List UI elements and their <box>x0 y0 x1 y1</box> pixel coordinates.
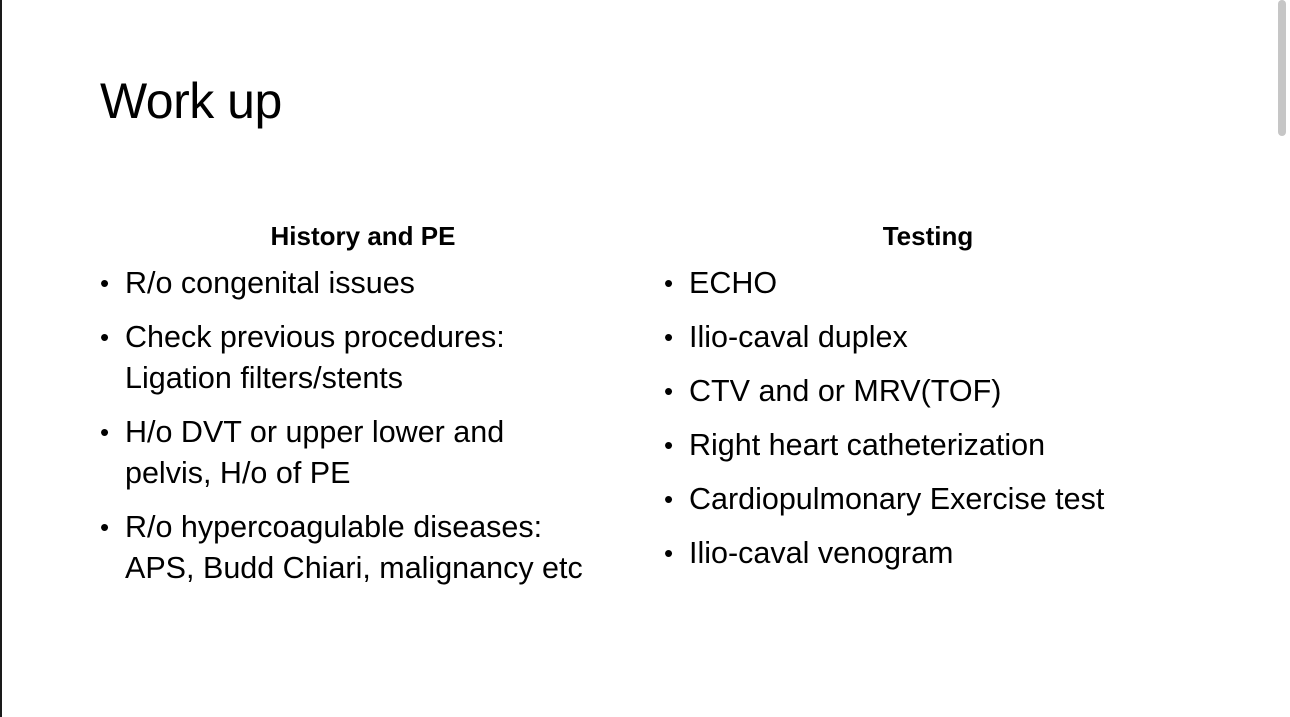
list-item-text: Cardiopulmonary Exercise test <box>689 482 1105 516</box>
bullet-icon: • <box>664 430 674 460</box>
list-item-text: CTV and or MRV(TOF) <box>689 374 1002 408</box>
list-item <box>100 507 640 589</box>
bullet-icon: • <box>100 512 110 542</box>
vertical-scrollbar[interactable] <box>1276 0 1290 717</box>
list-item <box>664 479 1184 520</box>
bullet-icon: • <box>100 417 110 447</box>
bullet-icon: • <box>100 322 110 352</box>
list-item <box>664 533 1184 574</box>
list-item-text: Ilio-caval venogram <box>689 536 954 570</box>
testing-heading: Testing <box>882 221 974 251</box>
testing-column <box>664 218 1184 574</box>
list-item <box>100 412 640 494</box>
list-item-text: pelvis, H/o of PE <box>125 456 351 490</box>
list-item <box>664 317 1184 358</box>
slide-title: Work up <box>100 73 282 129</box>
bullet-icon: • <box>664 322 674 352</box>
history-list <box>100 263 640 589</box>
list-item-text: R/o hypercoagulable diseases: <box>125 510 543 544</box>
list-item <box>100 263 640 304</box>
list-item <box>664 425 1184 466</box>
history-heading: History and PE <box>270 221 456 251</box>
bullet-icon: • <box>664 538 674 568</box>
list-item-text: R/o congenital issues <box>125 266 415 300</box>
bullet-icon: • <box>664 376 674 406</box>
bullet-icon: • <box>664 268 674 298</box>
testing-list <box>664 263 1184 574</box>
list-item-text: APS, Budd Chiari, malignancy etc <box>125 551 583 585</box>
bullet-icon: • <box>100 268 110 298</box>
scrollbar-thumb[interactable] <box>1278 0 1286 136</box>
list-item-text: H/o DVT or upper lower and <box>125 415 505 449</box>
list-item-text: ECHO <box>689 266 778 300</box>
list-item <box>100 317 640 399</box>
list-item-text: Ilio-caval duplex <box>689 320 908 354</box>
bullet-icon: • <box>664 484 674 514</box>
history-column <box>100 218 640 589</box>
list-item-text: Ligation filters/stents <box>125 361 404 395</box>
list-item <box>664 371 1184 412</box>
list-item-text: Right heart catheterization <box>689 428 1046 462</box>
list-item-text: Check previous procedures: <box>125 320 505 354</box>
list-item <box>664 263 1184 304</box>
